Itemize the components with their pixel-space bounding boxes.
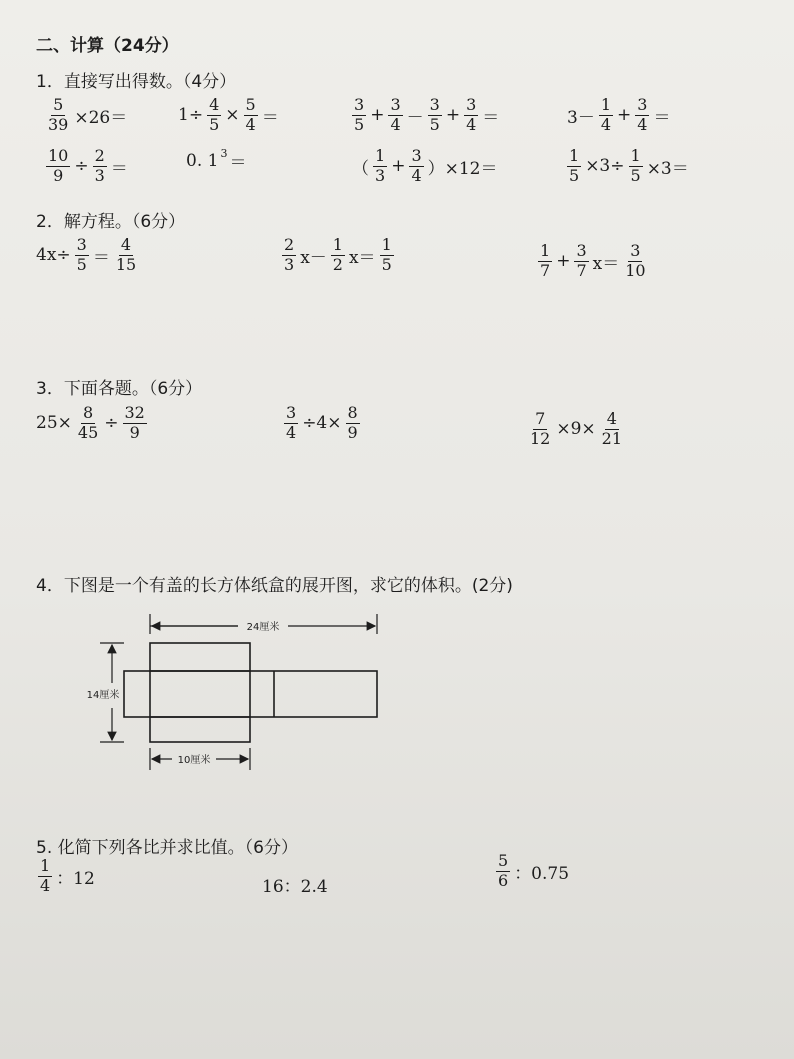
fraction	[623, 243, 647, 280]
fraction	[244, 97, 258, 134]
q2-item-3	[536, 243, 650, 280]
q1-title: 1．直接写出得数。（4分）	[36, 72, 237, 92]
numerator: 1	[540, 241, 551, 260]
expr-text: +	[617, 105, 632, 126]
numerator: 1	[40, 856, 51, 875]
q1-item-4	[565, 97, 672, 134]
numerator: 3	[411, 146, 422, 165]
label-width: 10厘米	[177, 755, 211, 766]
fraction	[496, 853, 510, 890]
q4-title: 4．下图是一个有盖的长方体纸盒的展开图，求它的体积。(2分)	[36, 576, 513, 596]
denominator: 10	[625, 260, 646, 280]
fraction	[46, 148, 70, 185]
denominator: 5	[630, 165, 641, 185]
denominator: 4	[40, 875, 51, 895]
denominator: 4	[245, 114, 256, 134]
expr-text: ÷	[74, 156, 89, 177]
q1-item-1	[44, 97, 129, 134]
denominator: 15	[115, 254, 137, 274]
numerator: 10	[48, 146, 69, 165]
numerator: 3	[390, 95, 401, 114]
numerator: 3	[637, 95, 648, 114]
fraction	[380, 237, 394, 274]
denominator: 9	[347, 422, 358, 442]
expr-text: 25×	[36, 413, 72, 434]
q5-item-1	[36, 858, 97, 895]
denominator: 4	[637, 114, 648, 134]
expr-text: ）×12＝	[427, 158, 498, 179]
denominator: 9	[53, 165, 64, 185]
expr-text: x＝	[348, 247, 376, 268]
q3-item-3	[526, 411, 626, 448]
expr-text: 16：2.4	[262, 877, 328, 897]
expr-text: ÷	[104, 413, 119, 434]
denominator: 6	[498, 870, 509, 890]
numerator: 8	[82, 403, 94, 422]
expr-text: ＝	[653, 107, 671, 128]
exponent: 3	[220, 147, 228, 160]
expr-text: ＝	[110, 158, 128, 179]
denominator: 4	[466, 114, 477, 134]
expr-text: ×3÷	[585, 156, 625, 177]
expr-text: 4x÷	[36, 245, 71, 266]
q2-item-1	[34, 237, 140, 274]
expr-text: ×9×	[556, 419, 596, 440]
numerator: 2	[94, 146, 105, 165]
q1-item-6	[184, 148, 248, 173]
fraction	[600, 411, 624, 448]
numerator: 3	[630, 241, 641, 260]
numerator: 1	[381, 235, 392, 254]
expr-text: ＝	[92, 247, 110, 268]
numerator: 1	[630, 146, 641, 165]
expr-text: ：0.75	[514, 863, 570, 884]
fraction	[373, 148, 387, 185]
expr-text: ×26＝	[74, 107, 128, 128]
denominator: 39	[48, 114, 69, 134]
numerator: 5	[245, 95, 256, 114]
fraction	[538, 243, 552, 280]
fraction	[409, 148, 423, 185]
expr-text: ＝	[261, 107, 279, 128]
fraction	[46, 97, 70, 134]
q1-item-5	[44, 148, 130, 185]
denominator: 3	[94, 165, 105, 185]
label-height: 14厘米	[86, 690, 120, 701]
label-length: 24厘米	[246, 622, 280, 633]
fraction	[635, 97, 649, 134]
q2-item-2	[280, 237, 396, 274]
denominator: 12	[530, 428, 551, 448]
denominator: 5	[381, 254, 392, 274]
denominator: 4	[286, 422, 297, 442]
fraction	[38, 858, 52, 895]
expr-text: +	[556, 251, 571, 272]
expr-text: +	[445, 105, 461, 126]
numerator: 2	[284, 235, 295, 254]
q5-item-3	[494, 853, 571, 890]
expr-text: ：12	[56, 868, 95, 889]
denominator: 7	[540, 260, 551, 280]
expr-text: ÷4×	[302, 413, 342, 434]
numerator: 3	[286, 403, 297, 422]
denominator: 4	[600, 114, 612, 134]
q5-title: 5. 化简下列各比并求比值。（6分）	[36, 838, 298, 858]
fraction	[75, 237, 89, 274]
fraction	[388, 97, 402, 134]
fraction	[599, 97, 613, 134]
q1-item-2	[176, 97, 281, 134]
q2-title: 2．解方程。（6分）	[36, 212, 186, 232]
denominator: 21	[601, 428, 623, 448]
denominator: 5	[209, 114, 220, 134]
numerator: 8	[347, 403, 358, 422]
denominator: 4	[411, 165, 422, 185]
fraction	[93, 148, 107, 185]
net-bottom-face	[150, 717, 250, 742]
numerator: 3	[466, 95, 477, 114]
expr-text: +	[391, 156, 406, 177]
denominator: 3	[375, 165, 386, 185]
q1-item-7	[350, 148, 500, 185]
denominator: 45	[77, 422, 99, 442]
denominator: 5	[76, 254, 87, 274]
q5-item-2	[260, 872, 330, 897]
fraction	[629, 148, 643, 185]
section-title: 二、计算（24分）	[36, 36, 179, 56]
numerator: 1	[600, 95, 612, 114]
numerator: 3	[354, 95, 365, 114]
numerator: 1	[332, 235, 343, 254]
numerator: 4	[606, 409, 617, 428]
expr-text: （	[352, 158, 369, 179]
denominator: 4	[390, 114, 401, 134]
numerator: 7	[535, 409, 546, 428]
q1-item-3	[350, 97, 501, 134]
expr-text: x－	[300, 247, 327, 268]
denominator: 5	[429, 114, 440, 134]
fraction	[284, 405, 298, 442]
expr-text: －	[406, 107, 424, 128]
expr-text: 0. 1	[186, 150, 219, 171]
denominator: 2	[332, 254, 343, 274]
numerator: 1	[375, 146, 386, 165]
fraction	[352, 97, 366, 134]
denominator: 9	[129, 422, 140, 442]
fraction	[346, 405, 360, 442]
numerator: 3	[76, 235, 87, 254]
fraction	[567, 148, 581, 185]
fraction	[123, 405, 147, 442]
numerator: 3	[429, 95, 440, 114]
expr-text: 1÷	[178, 105, 204, 126]
expr-text: ×3＝	[646, 158, 689, 179]
fraction	[114, 237, 138, 274]
fraction	[331, 237, 345, 274]
fraction	[207, 97, 221, 134]
expr-text: +	[370, 105, 385, 126]
q3-title: 3．下面各题。（6分）	[36, 379, 203, 399]
q3-item-2	[282, 405, 362, 442]
q3-item-1	[34, 405, 149, 442]
numerator: 4	[120, 235, 132, 254]
numerator: 32	[124, 403, 145, 422]
fraction	[464, 97, 478, 134]
fraction	[574, 243, 588, 280]
numerator: 4	[209, 95, 220, 114]
expr-text: ×	[225, 105, 240, 126]
numerator: 1	[569, 146, 580, 165]
fraction	[528, 411, 552, 448]
numerator: 5	[53, 95, 64, 114]
denominator: 5	[569, 165, 580, 185]
expr-text: 3－	[567, 107, 595, 128]
fraction	[282, 237, 296, 274]
denominator: 5	[354, 114, 365, 134]
fraction	[76, 405, 100, 442]
expr-text: ＝	[229, 153, 247, 173]
denominator: 3	[284, 254, 295, 274]
expr-text: x＝	[592, 253, 620, 274]
expr-text: ＝	[482, 107, 500, 128]
box-net-diagram	[80, 605, 400, 785]
fraction	[428, 97, 442, 134]
numerator: 3	[576, 241, 587, 260]
denominator: 7	[576, 260, 587, 280]
net-top-face	[150, 643, 250, 671]
q1-item-8	[565, 148, 691, 185]
numerator: 5	[498, 851, 509, 870]
